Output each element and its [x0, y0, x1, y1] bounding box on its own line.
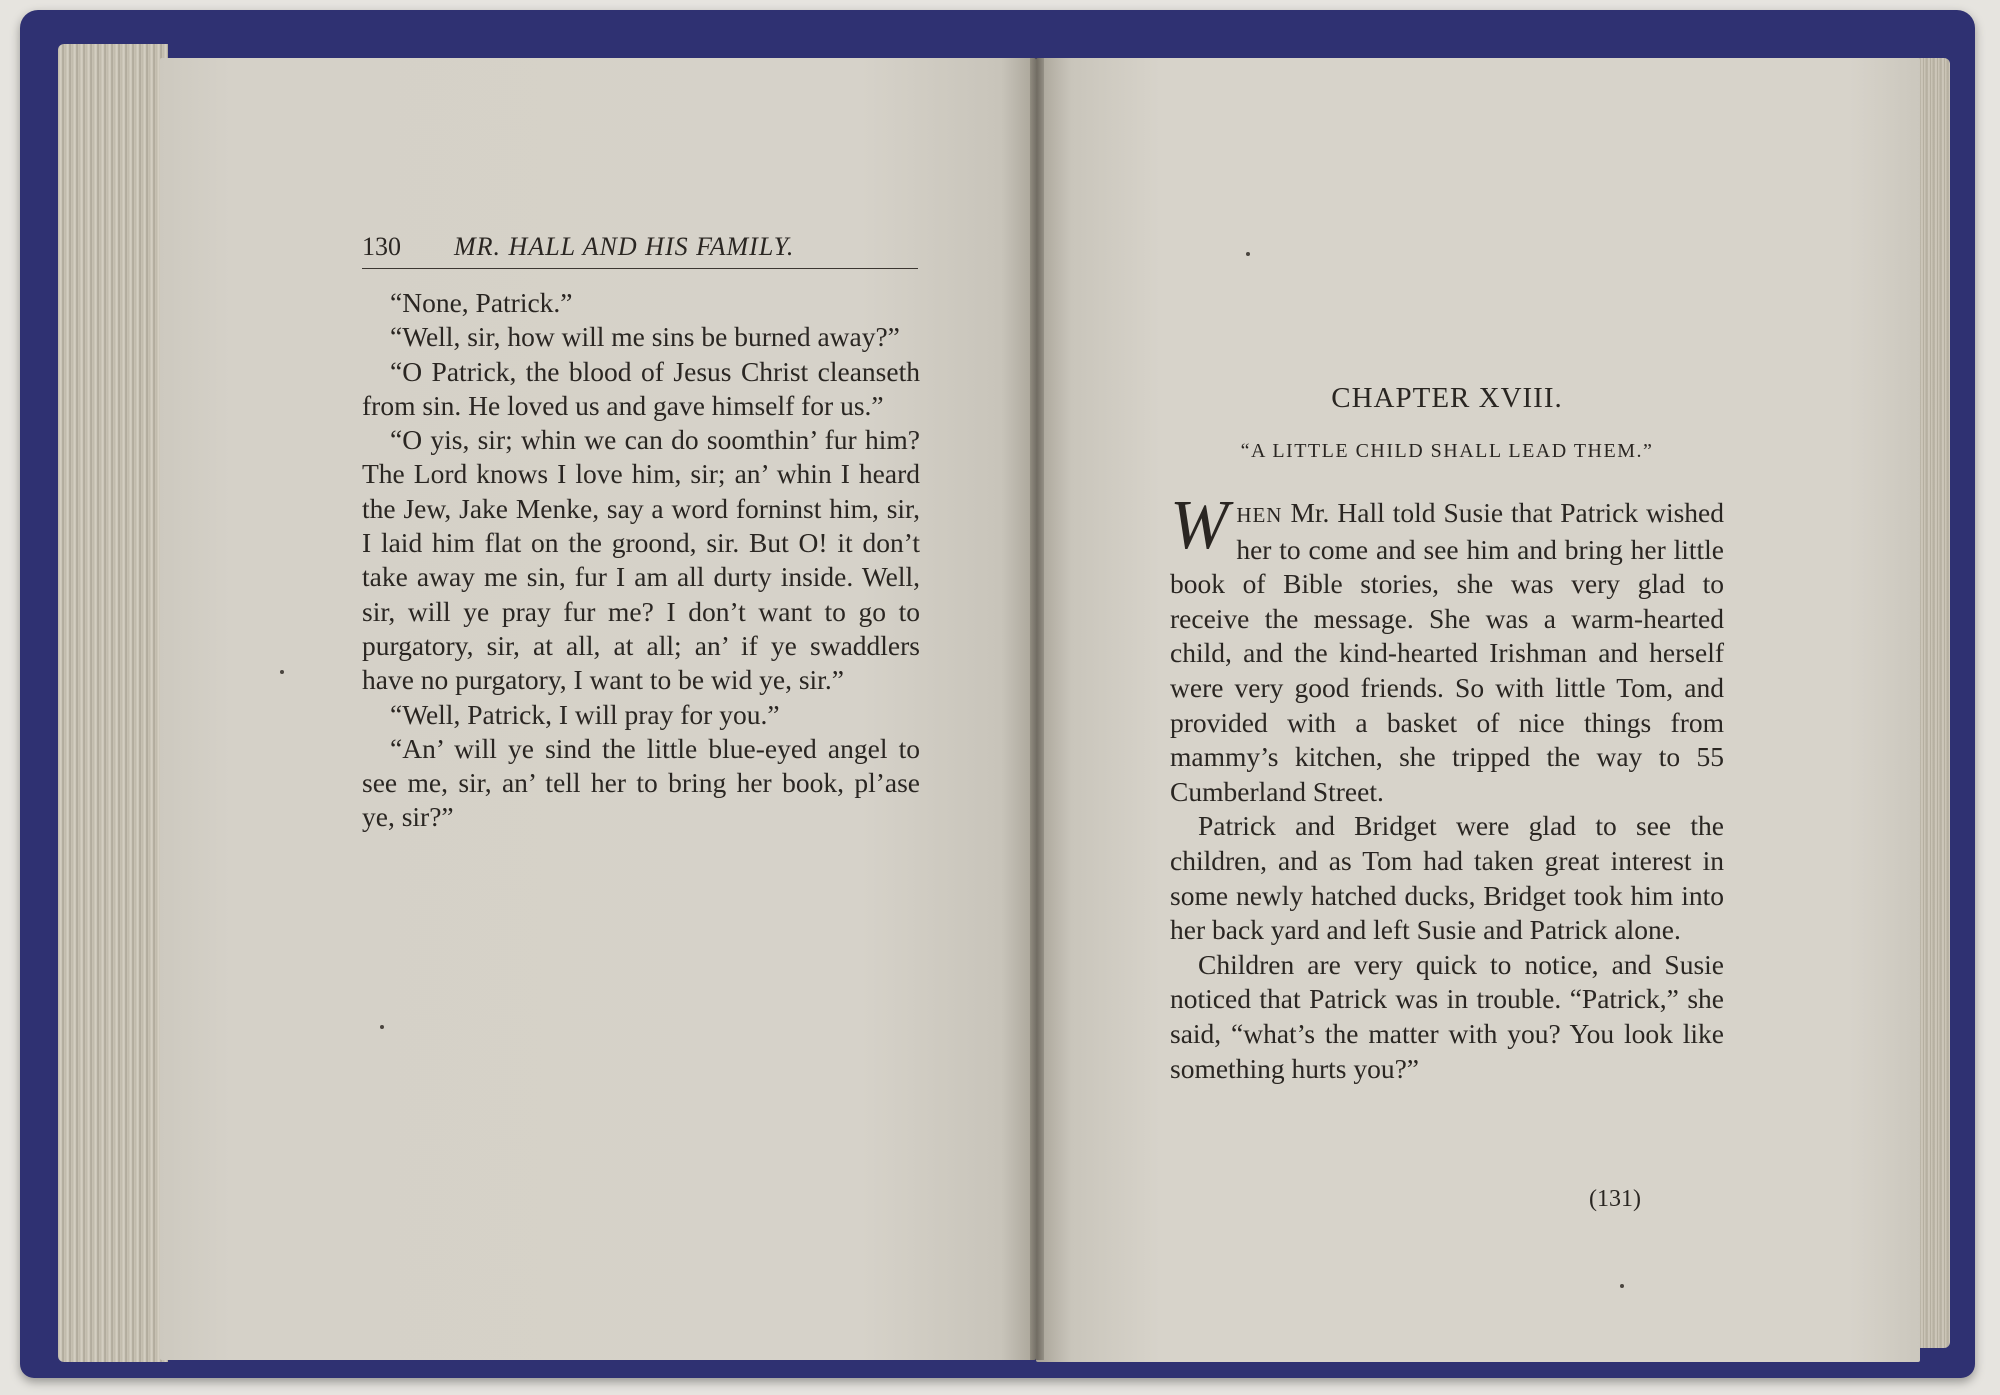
page-number: 130: [362, 232, 401, 261]
chapter-subtitle: “A LITTLE CHILD SHALL LEAD THEM.”: [1240, 440, 1654, 462]
chapter-title: CHAPTER XVIII.: [1331, 382, 1563, 414]
paper-speck: [380, 1025, 384, 1029]
paragraph: “O yis, sir; whin we can do soomthin’ fur him? The Lord knows I love him, sir; an’ whin I heard the Jew, Jake Menke, say a word forninst him, sir, I laid him flat on the groond, sir. But O! it don’t take away me sin, fur I am all durty inside. Well, sir, will ye pray fur me? I don’t want to go to purgatory, sir, at all, at all; an’ if ye swaddlers have no purgatory, I want to be wid ye, sir.”: [362, 424, 920, 696]
first-word-smallcaps: HEN: [1236, 503, 1283, 527]
opening-paragraph-text: Mr. Hall told Susie that Patrick wished her to come and see him and bring her little book of Bible stories, she was very glad to receive the message. She was a warm-hearted child, and the kind-hearted Irishman and herself were very good friends. So with little Tom, and provided with a basket of nice things from mammy’s kitchen, she tripped the way to 55 Cumberland Street.: [1170, 497, 1724, 807]
book-gutter: [1030, 58, 1044, 1360]
paper-speck: [280, 670, 284, 674]
page-folio: (131): [1589, 1186, 1641, 1212]
paper-speck: [1246, 252, 1250, 256]
paragraph: Children are very quick to notice, and Susie noticed that Patrick was in trouble. “Patrick,” she said, “what’s the matter with you? You look like something hurts you?”: [1170, 948, 1724, 1084]
paragraph: “An’ will ye sind the little blue-eyed angel to see me, sir, an’ tell her to bring her book, pl’ase ye, sir?”: [362, 732, 920, 833]
opening-paragraph: [1170, 487, 1724, 809]
left-page-edges: [58, 44, 168, 1362]
running-title: MR. HALL AND HIS FAMILY.: [454, 232, 795, 261]
drop-cap: W: [1170, 487, 1229, 564]
paragraph: “O Patrick, the blood of Jesus Christ cleanseth from sin. He loved us and gave himself for us.”: [362, 355, 920, 421]
paragraph: Patrick and Bridget were glad to see the children, and as Tom had taken great interest in some newly hatched ducks, Bridget took him into her back yard and left Susie and Patrick alone.: [1170, 810, 1724, 946]
paragraph: “None, Patrick.”: [390, 287, 573, 318]
running-head: [362, 232, 918, 269]
paragraph: “Well, Patrick, I will pray for you.”: [390, 698, 780, 730]
paper-speck: [1620, 1284, 1624, 1288]
paragraph: “Well, sir, how will me sins be burned away?”: [390, 321, 900, 353]
right-page-body: [1170, 487, 1724, 1086]
left-page-body: [362, 286, 920, 835]
